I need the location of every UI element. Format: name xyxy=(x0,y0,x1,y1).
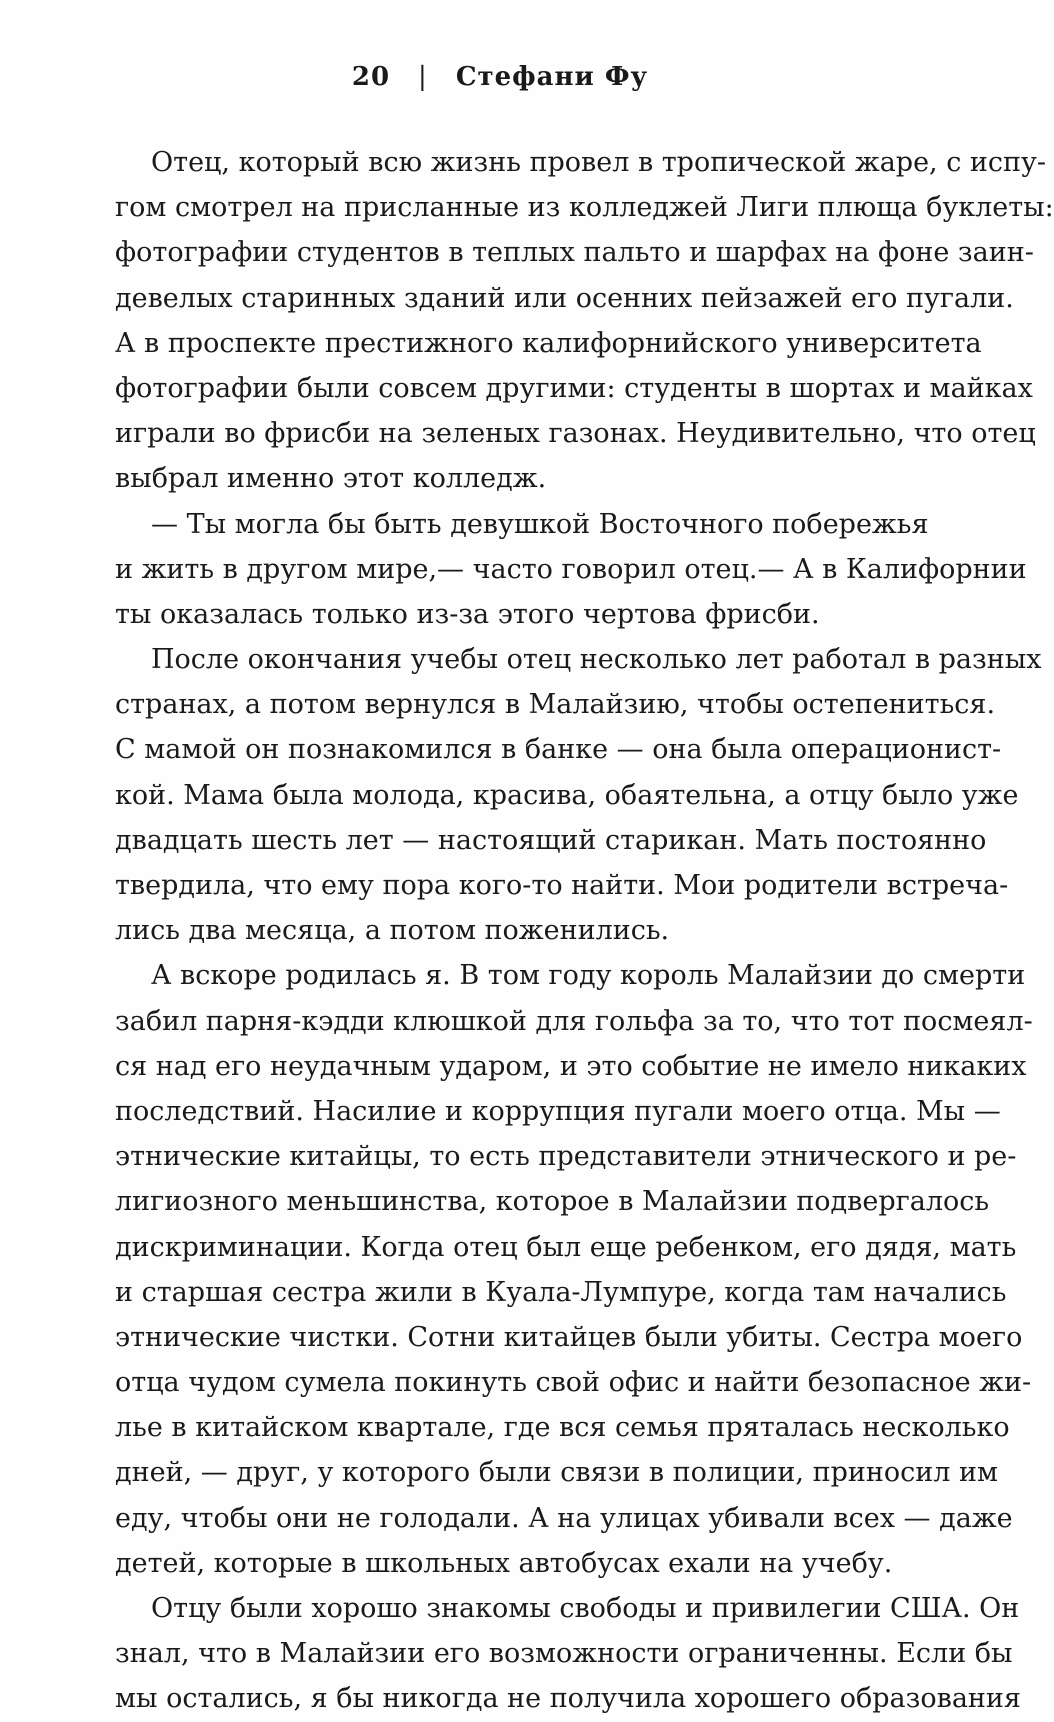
text-line: мы остались, я бы никогда не получила хорошего образования xyxy=(115,1683,1021,1715)
text-line: дискриминации. Когда отец был еще ребенком, его дядя, мать xyxy=(115,1231,1017,1263)
text-line: странах, а потом вернулся в Малайзию, чтобы остепениться. xyxy=(115,689,996,721)
text-line: ты оказалась только из-за этого чертова фрисби. xyxy=(115,598,820,630)
text-line: этнические чистки. Сотни китайцев были убиты. Сестра моего xyxy=(115,1321,1023,1353)
author-name: Стефани Фу xyxy=(455,62,649,92)
text-line: девелых старинных зданий или осенних пейзажей его пугали. xyxy=(115,282,1014,314)
text-line: — Ты могла бы быть девушкой Восточного побережья xyxy=(151,508,929,540)
text-line: знал, что в Малайзии его возможности ограниченны. Если бы xyxy=(115,1638,1013,1670)
text-line: двадцать шесть лет — настоящий старикан. Мать постоянно xyxy=(115,824,987,856)
running-head xyxy=(0,62,1000,92)
text-line: выбрал именно этот колледж. xyxy=(115,463,547,495)
text-line: После окончания учебы отец несколько лет работал в разных xyxy=(151,644,1042,676)
text-line: забил парня-кэдди клюшкой для гольфа за то, что тот посмеял- xyxy=(115,1005,1033,1037)
text-line: ся над его неудачным ударом, и это событие не имело никаких xyxy=(115,1050,1027,1082)
text-line: А в проспекте престижного калифорнийского университета xyxy=(115,327,982,359)
text-line: лись два месяца, а потом поженились. xyxy=(115,915,670,947)
header-separator: | xyxy=(418,62,428,92)
text-line: Отцу были хорошо знакомы свободы и привилегии США. Он xyxy=(151,1593,1020,1624)
text-line: лье в китайском квартале, где вся семья пряталась несколько xyxy=(115,1412,1010,1444)
page-number: 20 xyxy=(351,62,391,92)
text-line: дней, — друг, у которого были связи в полиции, приносил им xyxy=(115,1457,998,1489)
text-line: Отец, который всю жизнь провел в тропической жаре, с испу- xyxy=(151,147,1047,178)
text-line: лигиозного меньшинства, которое в Малайзии подвергалось xyxy=(115,1186,990,1218)
text-line: А вскоре родилась я. В том году король Малайзии до смерти xyxy=(151,960,1026,992)
text-line: последствий. Насилие и коррупция пугали моего отца. Мы — xyxy=(115,1095,1001,1127)
text-line: и жить в другом мире,— часто говорил отец.— А в Калифорнии xyxy=(115,553,1027,585)
text-line: твердила, что ему пора кого-то найти. Мои родители встреча- xyxy=(115,870,1009,901)
text-line: кой. Мама была молода, красива, обаятельна, а отцу было уже xyxy=(115,779,1019,811)
text-line: и старшая сестра жили в Куала-Лумпуре, когда там начались xyxy=(115,1276,1007,1308)
text-line: гом смотрел на присланные из колледжей Лиги плюща буклеты: xyxy=(115,192,1054,224)
text-line: отца чудом сумела покинуть свой офис и найти безопасное жи- xyxy=(115,1367,1032,1399)
text-line: играли во фрисби на зеленых газонах. Неудивительно, что отец xyxy=(115,418,1036,450)
body-text xyxy=(115,140,1054,1722)
text-line: фотографии студентов в теплых пальто и шарфах на фоне заин- xyxy=(115,237,1034,269)
text-line: этнические китайцы, то есть представители этнического и ре- xyxy=(115,1141,1017,1173)
text-line: детей, которые в школьных автобусах ехали на учебу. xyxy=(115,1547,893,1579)
text-line: еду, чтобы они не голодали. А на улицах убивали всех — даже xyxy=(115,1502,1013,1534)
text-line: С мамой он познакомился в банке — она была операционист- xyxy=(115,734,1002,766)
text-line: фотографии были совсем другими: студенты в шортах и майках xyxy=(115,372,1033,404)
